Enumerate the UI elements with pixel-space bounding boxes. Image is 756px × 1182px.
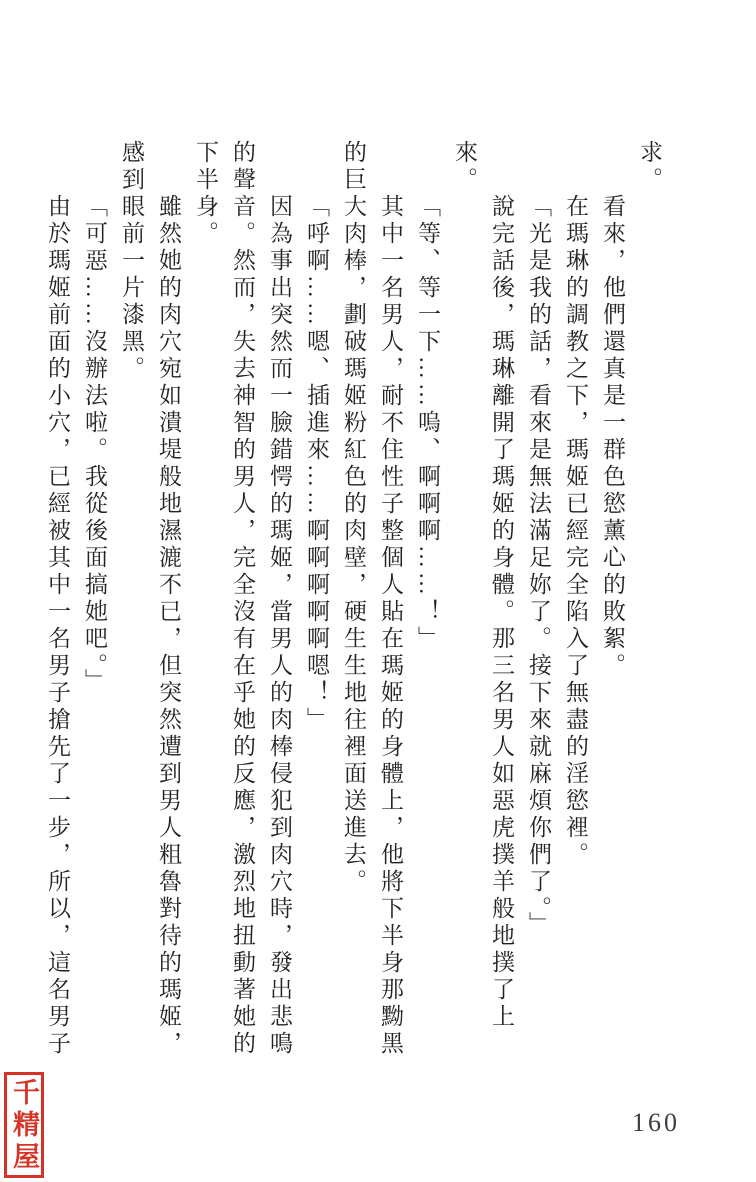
text-column: 因為事出突然而一臉錯愕的瑪姬，當男人的肉棒侵犯到肉穴時，發出悲鳴 [267,194,292,1058]
text-column: 求。 [637,140,662,194]
text-column: 雖然她的肉穴宛如潰堤般地濕漉不已，但突然遭到男人粗魯對待的瑪姬， [156,194,181,1058]
text-column: 說完話後，瑪琳離開了瑪姬的身體。那三名男人如惡虎撲羊般地撲了上 [489,194,514,1031]
text-column: 看來，他們還真是一群色慾薰心的敗絮。 [600,194,625,680]
text-column: 「可惡……沒辦法啦。我從後面搞她吧。」 [82,194,107,696]
text-column: 「呼啊……嗯、插進來……啊啊啊啊啊嗯！」 [304,194,329,734]
text-column: 「光是我的話，看來是無法滿足妳了。接下來就麻煩你們了。」 [526,194,551,939]
seal-text: 千精屋 [9,1078,39,1174]
page-number: 160 [632,1108,680,1137]
text-column: 的巨大肉棒，劃破瑪姬粉紅色的肉壁，硬生生地往裡面送進去。 [341,140,366,896]
text-column: 感到眼前一片漆黑。 [119,140,144,383]
text-column: 在瑪琳的調教之下，瑪姬已經完全陷入了無盡的淫慾裡。 [563,194,588,869]
text-column: 來。 [452,140,477,194]
text-column: 下半身。 [193,140,218,248]
publisher-seal [4,1072,44,1178]
text-column: 的聲音。然而，失去神智的男人，完全沒有在乎她的反應，激烈地扭動著她的 [230,140,255,1058]
text-column: 「等、等一下……嗚、啊啊啊……！」 [415,194,440,653]
text-columns [39,140,668,1062]
text-column: 由於瑪姬前面的小穴，已經被其中一名男子搶先了一步，所以，這名男子 [45,194,70,1058]
text-column: 其中一名男人，耐不住性子整個人貼在瑪姬的身體上，他將下半身那黝黑 [378,194,403,1058]
